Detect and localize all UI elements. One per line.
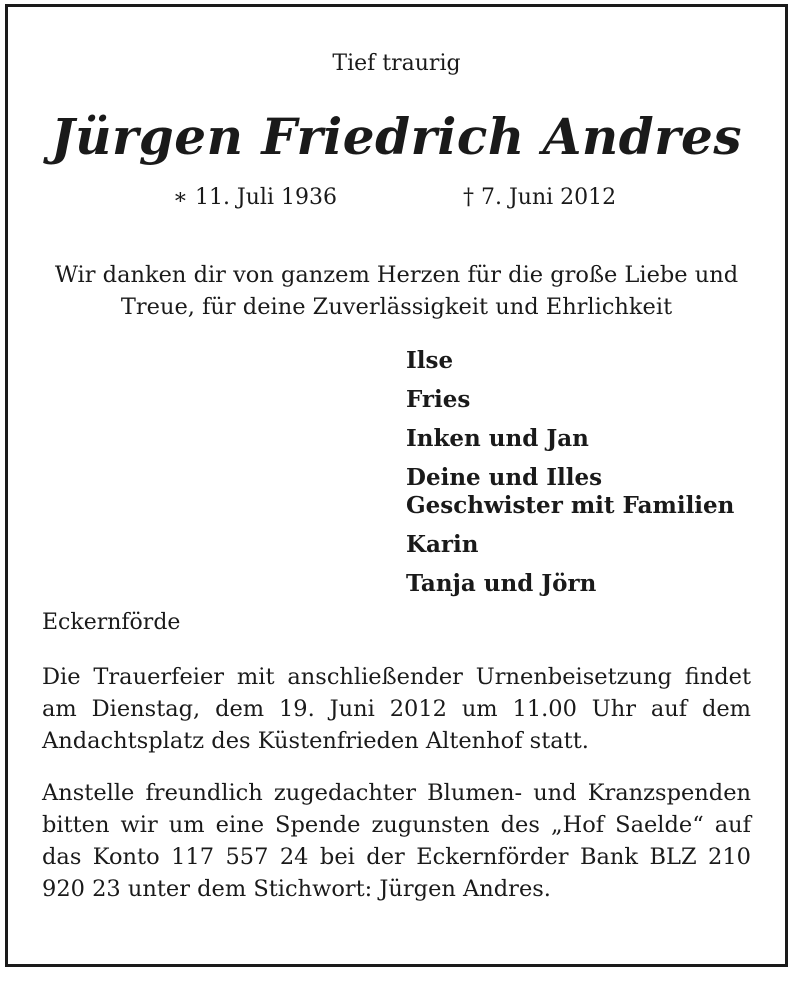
- funeral-info: Die Trauerfeier mit anschließender Urnenbeisetzung findet am Dienstag, dem 19. Juni 2012 um 11.00 Uhr auf dem Andachtsplatz des Küstenfrieden Altenhof statt.: [42, 664, 751, 754]
- thanks-text: Wir danken dir von ganzem Herzen für die große Liebe und Treue, für deine Zuverlässigkeit und Ehrlichkeit: [54, 262, 739, 320]
- mourner: Deine und Illes Geschwister mit Familien: [406, 464, 735, 519]
- donation-info: Anstelle freundlich zugedachter Blumen- und Kranzspenden bitten wir um eine Spende zugunsten des „Hof Saelde“ auf das Konto 117 557 24 bei der Eckernförder Bank BLZ 210 920 23 unter dem Stichwort: Jürgen Andres.: [42, 780, 751, 902]
- place-name: Eckernförde: [42, 610, 181, 635]
- deceased-name: Jürgen Friedrich Andres: [50, 107, 743, 166]
- intro-text: Tief traurig: [332, 51, 461, 76]
- death-date: † 7. Juni 2012: [463, 185, 617, 210]
- mourner: Inken und Jan: [406, 425, 589, 452]
- mourners-list: [406, 347, 766, 609]
- obituary-notice: [5, 4, 788, 967]
- mourner: Fries: [406, 386, 471, 413]
- mourner: Karin: [406, 531, 479, 558]
- birth-date: ∗ 11. Juli 1936: [173, 185, 337, 210]
- mourner: Tanja und Jörn: [406, 570, 597, 597]
- mourner: Ilse: [406, 347, 454, 374]
